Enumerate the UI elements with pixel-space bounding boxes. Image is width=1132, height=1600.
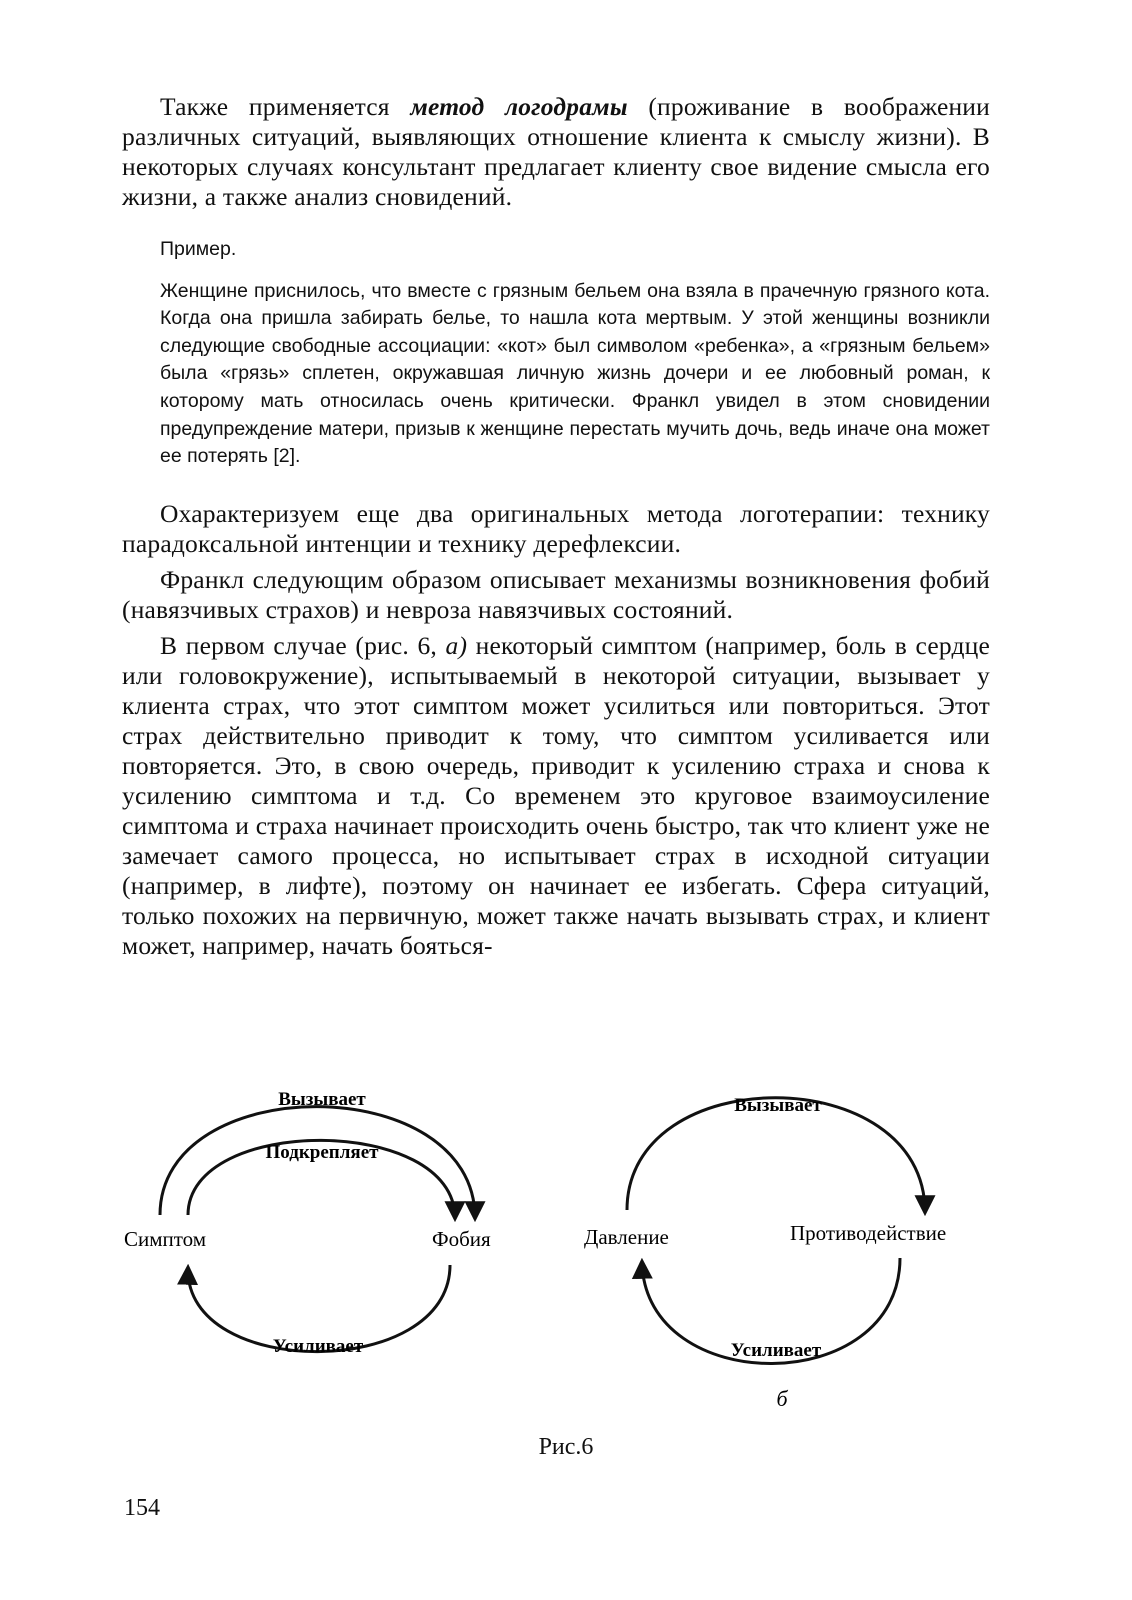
label-arc-inner-left: Подкрепляет	[265, 1142, 379, 1163]
diagram-a	[124, 1089, 491, 1357]
para4-before: В первом случае (рис. 6,	[160, 630, 446, 660]
label-arc-top-right: Вызывает	[734, 1095, 822, 1116]
paragraph-logodrama	[122, 92, 990, 212]
para1-intro: Также применяется	[160, 92, 411, 121]
para4-after: некоторый симптом (например, боль в сердце или головокружение), испытываемый в некоторой ситуации, вызывает у клиента страх, что этот симптом может усилиться или повториться. Этот страх действительно приводит к тому, что симптом усиливается или повторяется. Это, в свою очередь, приводит к усилению страха и снова к усилению симптома и т.д. Со временем это круговое взаимоусиление симптома и страха начинает происходить очень быстро, так что клиент уже не замечает самого процесса, но испытывает страх в исходной ситуации (например, в лифте), поэтому он начинает ее избегать. Сфера ситуаций, только похожих на первичную, может также начать вызывать страх, и клиент может, например, начать бояться-	[122, 630, 990, 960]
para1-rest: (проживание в воображении различных ситуаций, выявляющих отношение клиента к смыслу жизни). В некоторых случаях консультант предлагает клиенту свое видение смысла его жизни, а также анализ сновидений.	[122, 92, 991, 211]
sublabel-b: б	[776, 1386, 788, 1411]
page-number: 154	[124, 1495, 160, 1521]
figure-diagram	[110, 1080, 990, 1430]
paragraph-methods: Охарактеризуем еще два оригинальных метода логотерапии: технику парадоксальной интенции и технику дерефлексии.	[122, 498, 990, 558]
figure-6	[110, 1080, 990, 1430]
figure-caption: Рис.6	[538, 1434, 594, 1460]
example-title: Пример.	[160, 238, 237, 260]
paragraph-first-case	[122, 631, 990, 961]
node-symptom: Симптом	[124, 1227, 207, 1251]
paragraph-phobia-mechanism: Франкл следующим образом описывает механизмы возникновения фобий (навязчивых страхов) и невроза навязчивых состояний.	[122, 564, 990, 624]
page-body	[122, 92, 990, 961]
label-arc-bottom-right: Усиливает	[730, 1340, 822, 1361]
node-phobia: Фобия	[432, 1227, 491, 1251]
para4-italic: а)	[445, 630, 468, 660]
example-block	[122, 236, 990, 471]
label-arc-bottom-left: Усиливает	[272, 1336, 364, 1357]
example-text: Женщине приснилось, что вместе с грязным бельем она взяла в прачечную грязного кота. Когда она пришла забирать белье, то нашла кота мертвым. У этой женщины возникли следующие свободные ассоциации: «кот» был символом «ребенка», а «грязным бельем» была «грязь» сплетен, окружавшая личную жизнь дочери и ее любовный роман, к которому мать относилась очень критически. Франкл увидел в этом сновидении предупреждение матери, призыв к женщине перестать мучить дочь, ведь иначе она может ее потерять [2].	[160, 279, 990, 468]
diagram-b	[584, 1095, 946, 1411]
node-pressure: Давление	[584, 1225, 669, 1249]
label-arc-outer-left: Вызывает	[278, 1089, 366, 1110]
method-name: метод логодрамы	[410, 92, 628, 121]
node-counteraction: Противодействие	[790, 1221, 947, 1245]
